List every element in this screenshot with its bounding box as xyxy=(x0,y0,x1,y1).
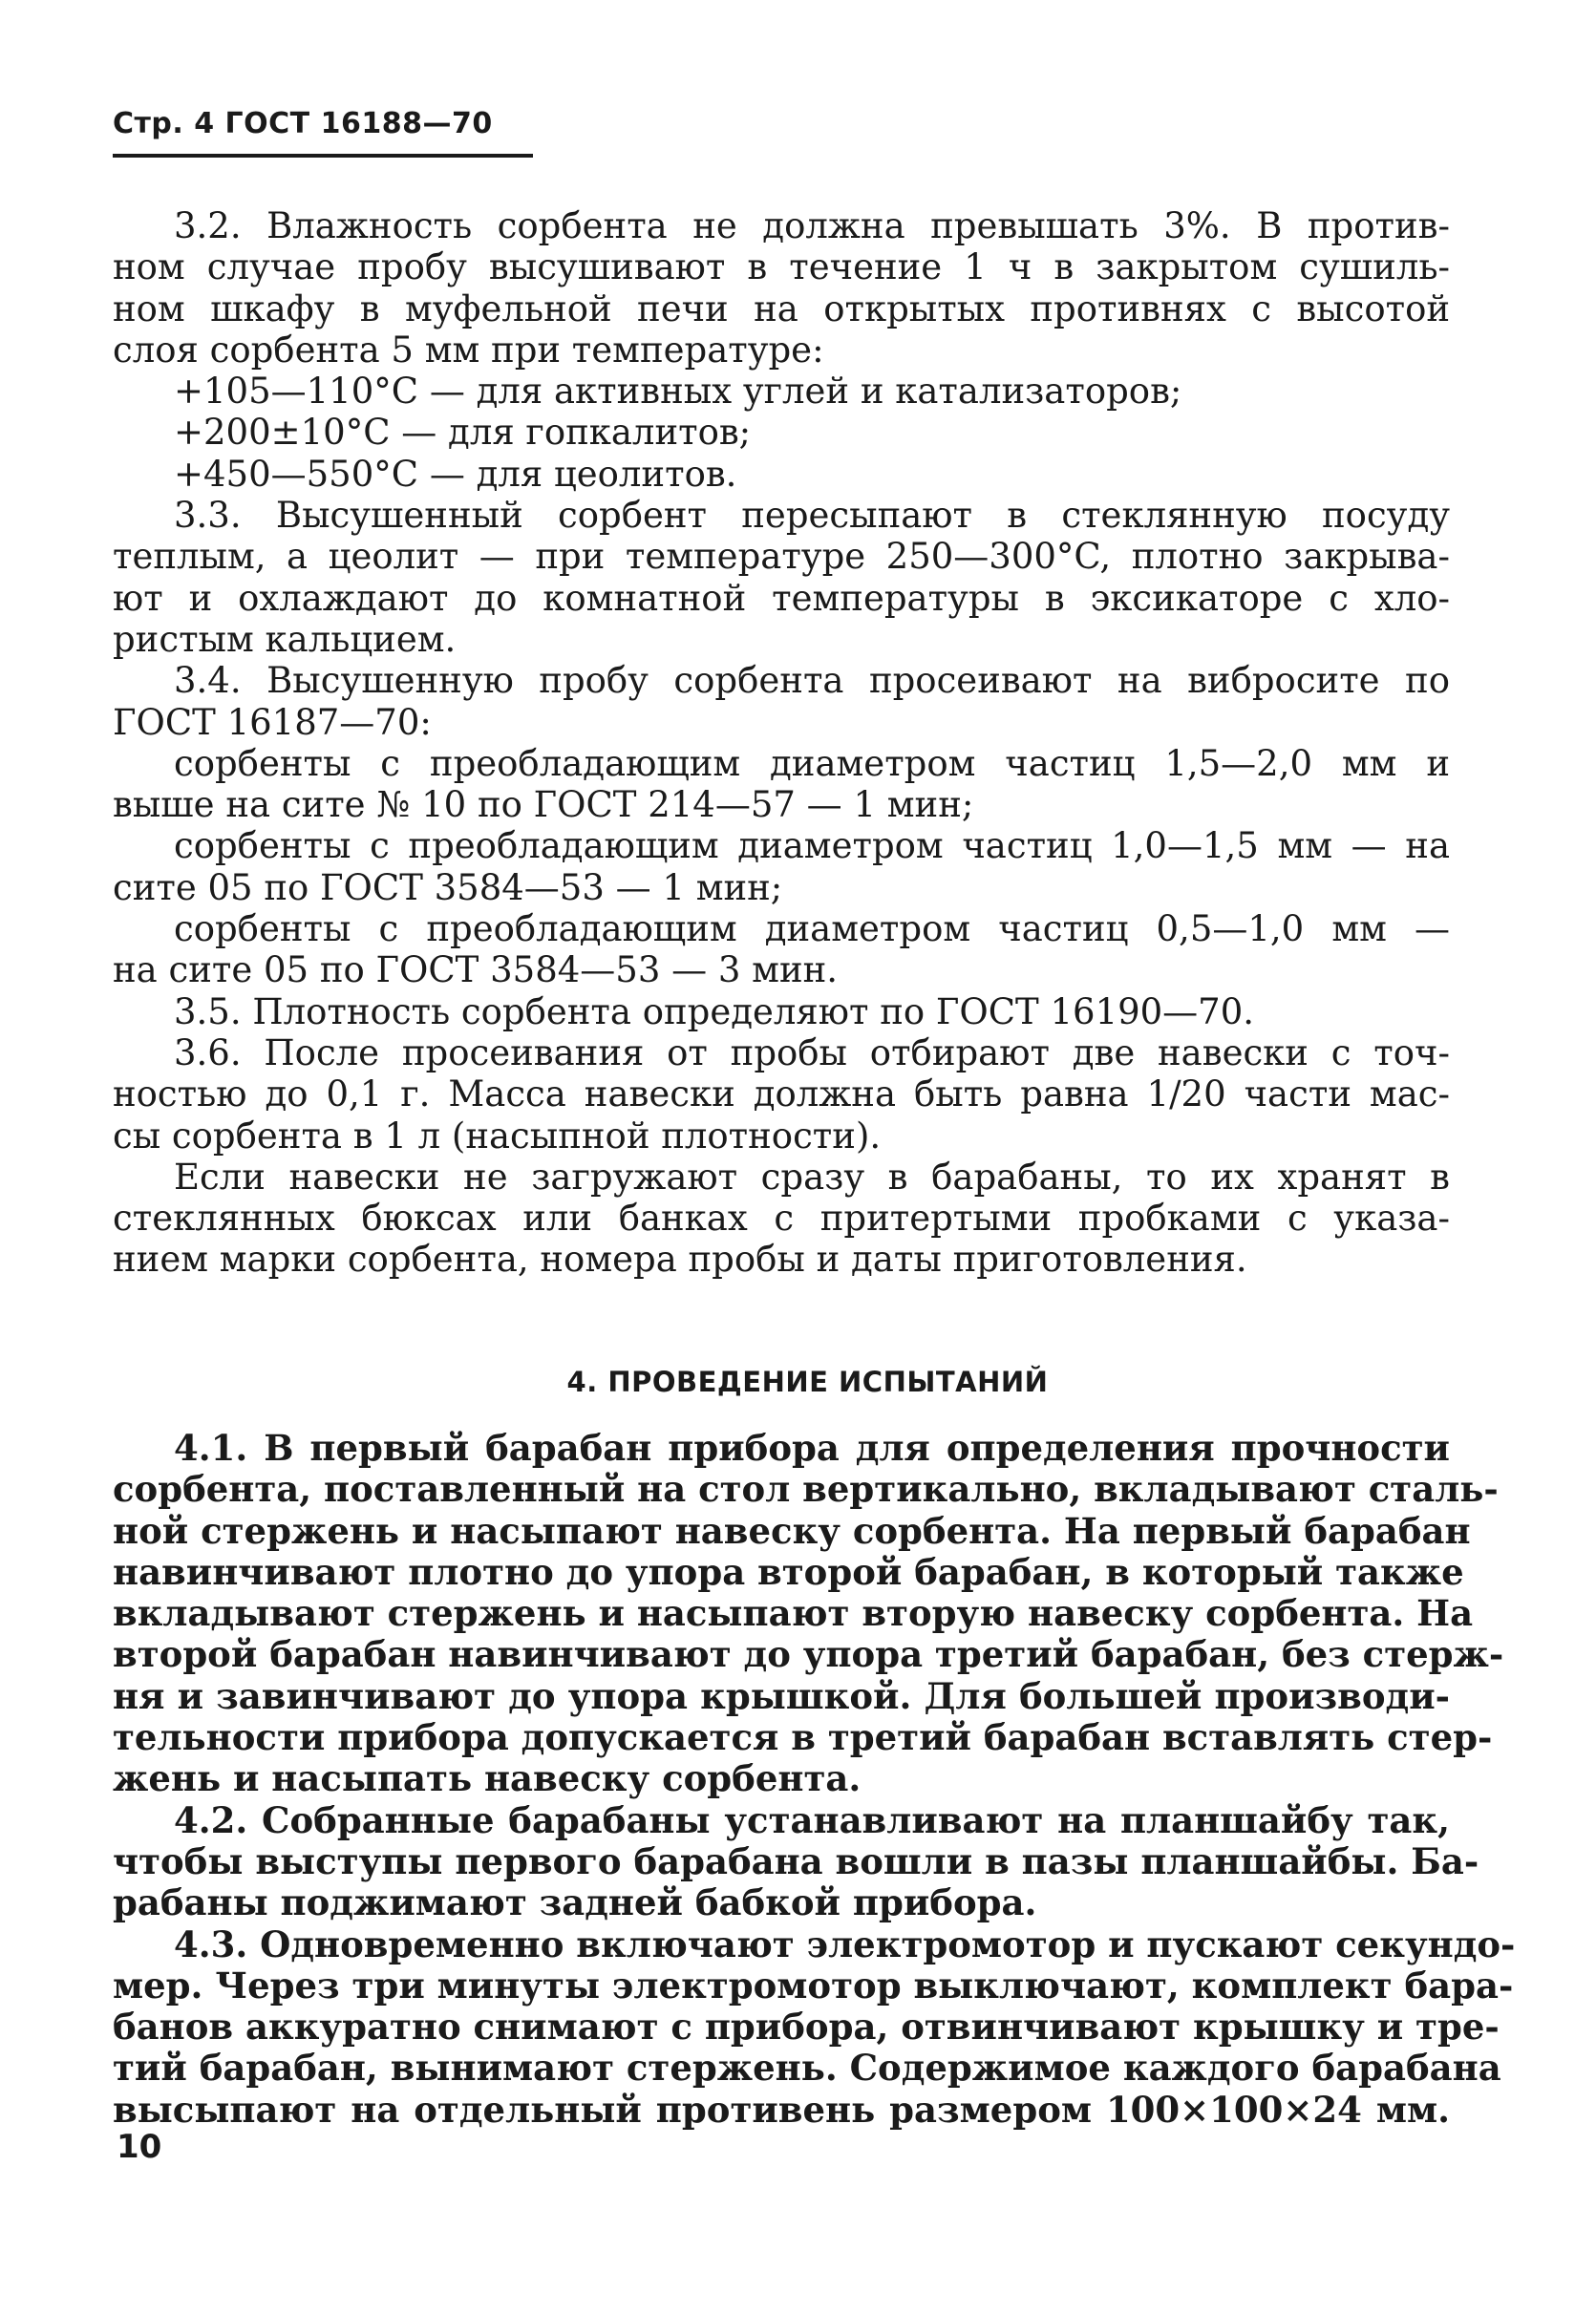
text-line: +105—110°C — для активных углей и катализаторов; xyxy=(174,371,1182,413)
text-line: ном случае пробу высушивают в течение 1 ч в закрытом сушиль- xyxy=(113,246,1450,288)
section-4-text xyxy=(113,1427,1516,2131)
text-line: 3.5. Плотность сорбента определяют по ГОСТ 16190—70. xyxy=(174,990,1255,1032)
text-line: сорбента, поставленный на стол вертикально, вкладывают сталь- xyxy=(113,1468,1499,1511)
text-line: рабаны поджимают задней бабкой прибора. xyxy=(113,1881,1037,1924)
text-line: 3.4. Высушенную пробу сорбента просеивают на вибросите по xyxy=(174,660,1450,702)
text-line: тельности прибора допускается в третий барабан вставлять стер- xyxy=(113,1716,1493,1759)
text-line: +450—550°C — для цеолитов. xyxy=(174,453,737,495)
text-line: слоя сорбента 5 мм при температуре: xyxy=(113,329,824,371)
text-line: 4.2. Собранные барабаны устанавливают на планшайбу так, xyxy=(174,1798,1450,1841)
text-line: стеклянных бюксах или банках с притертыми пробками с указа- xyxy=(113,1198,1450,1240)
text-line: сы сорбента в 1 л (насыпной плотности). xyxy=(113,1115,882,1157)
text-line: сите 05 по ГОСТ 3584—53 — 1 мин; xyxy=(113,866,783,908)
text-line: мер. Через три минуты электромотор выключают, комплект бара- xyxy=(113,1964,1514,2007)
text-line: тий барабан, вынимают стержень. Содержимое каждого барабана xyxy=(113,2047,1501,2090)
text-line: чтобы выступы первого барабана вошли в пазы планшайбы. Ба- xyxy=(113,1839,1479,1882)
text-line: 4.1. В первый барабан прибора для определения прочности xyxy=(174,1427,1450,1469)
text-line: ностью до 0,1 г. Масса навески должна быть равна 1/20 части мас- xyxy=(113,1073,1450,1115)
text-line: ют и охлаждают до комнатной температуры в эксикаторе с хло- xyxy=(113,577,1450,619)
text-line: 3.2. Влажность сорбента не должна превышать 3%. В против- xyxy=(174,205,1450,246)
text-line: второй барабан навинчивают до упора третий барабан, без стерж- xyxy=(113,1633,1504,1676)
text-line: ГОСТ 16187—70: xyxy=(113,701,432,743)
text-line: ной стержень и насыпают навеску сорбента. На первый барабан xyxy=(113,1509,1471,1552)
section-4-heading: 4. ПРОВЕДЕНИЕ ИСПЫТАНИЙ xyxy=(566,1366,1049,1398)
running-header: Стр. 4 ГОСТ 16188—70 xyxy=(113,107,533,158)
text-line: высыпают на отдельный противень размером 100×100×24 мм. xyxy=(113,2088,1450,2131)
text-line: 3.6. После просеивания от пробы отбирают две навески с точ- xyxy=(174,1031,1450,1073)
text-line: нием марки сорбента, номера пробы и даты приготовления. xyxy=(113,1239,1247,1281)
text-line: +200±10°C — для гопкалитов; xyxy=(174,412,752,454)
text-line: теплым, а цеолит — при температуре 250—300°C, плотно закрыва- xyxy=(113,536,1450,578)
text-line: сорбенты с преобладающим диаметром частиц 1,0—1,5 мм — на xyxy=(174,825,1450,867)
text-line: навинчивают плотно до упора второй барабан, в который также xyxy=(113,1550,1464,1593)
text-line: 4.3. Одновременно включают электромотор и пускают секундо- xyxy=(174,1922,1516,1965)
text-line: ном шкафу в муфельной печи на открытых противнях с высотой xyxy=(113,287,1450,329)
section-3-text xyxy=(113,205,1450,1281)
text-line: сорбенты с преобладающим диаметром частиц 0,5—1,0 мм — xyxy=(174,908,1450,950)
text-line: ристым кальцием. xyxy=(113,618,457,660)
text-line: сорбенты с преобладающим диаметром частиц 1,5—2,0 мм и xyxy=(174,742,1450,784)
page-number: 10 xyxy=(117,2128,162,2166)
text-line: Если навески не загружают сразу в барабаны, то их хранят в xyxy=(174,1156,1450,1198)
text-line: банов аккуратно снимают с прибора, отвинчивают крышку и тре- xyxy=(113,2006,1500,2049)
text-line: выше на сите № 10 по ГОСТ 214—57 — 1 мин; xyxy=(113,784,974,826)
text-line: 3.3. Высушенный сорбент пересыпают в стеклянную посуду xyxy=(174,495,1450,537)
text-line: на сите 05 по ГОСТ 3584—53 — 3 мин. xyxy=(113,949,839,991)
text-line: вкладывают стержень и насыпают вторую навеску сорбента. На xyxy=(113,1592,1474,1635)
text-line: жень и насыпать навеску сорбента. xyxy=(113,1757,862,1800)
text-line: ня и завинчивают до упора крышкой. Для большей производи- xyxy=(113,1674,1450,1717)
